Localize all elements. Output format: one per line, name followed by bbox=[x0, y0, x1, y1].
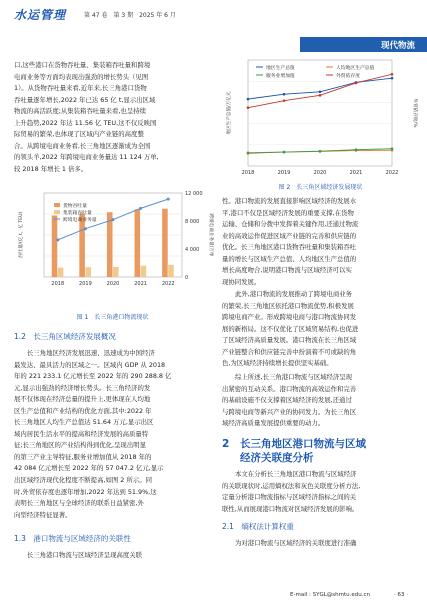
text-line: 表明长三角地区与全球经济的联系日益紧密,外 bbox=[14, 499, 144, 508]
left-paragraph-3 bbox=[14, 550, 211, 562]
text-line: 跨境电商产业。形成跨境电商与港口物流协同发 bbox=[222, 313, 357, 322]
bar-container bbox=[85, 267, 91, 277]
x-tick-label: 2019 bbox=[79, 281, 92, 287]
x-tick-label: 2020 bbox=[313, 170, 327, 176]
text-line: 物流的高活跃度;从集装箱吞吐量来看,也呈持续 bbox=[14, 107, 146, 116]
text-line: 与跨境电商等新兴产业的协同发力。为长三角区 bbox=[222, 407, 357, 416]
right-paragraph-2 bbox=[222, 289, 419, 370]
journal-logo: 水运管理 bbox=[14, 8, 67, 22]
series-point bbox=[391, 147, 394, 150]
y-axis-label-left: 地区生产总值/万亿元 bbox=[227, 91, 232, 135]
text-line: 际贸易的繁荣,也体现了区域内产业链的高度整 bbox=[14, 130, 144, 139]
text-line: 最发达、最具活力的区域之一。区域内 GDP 从 2018 bbox=[14, 360, 166, 369]
point-ecommerce bbox=[167, 198, 170, 201]
series-point bbox=[283, 93, 286, 96]
series-point bbox=[391, 77, 394, 80]
y-axis-label-right: 外贸依存度/% bbox=[412, 98, 417, 128]
text-line: 42 084 亿元增长至 2022 年的 57 047.2 亿元,显示 bbox=[14, 464, 164, 473]
text-line: 此外,港口物流的发展推动了跨境电商业务 bbox=[235, 290, 353, 298]
text-line: 了区域经济高质量发展。港口物流在长三角区域 bbox=[222, 336, 357, 345]
legend-label: 地区生产总值 bbox=[266, 66, 295, 71]
x-tick-label: 2022 bbox=[385, 170, 399, 176]
legend-label: 跨境电商业务量 bbox=[63, 218, 97, 223]
left-paragraph-2 bbox=[14, 348, 211, 521]
text-line: 较 2018 年增长 1 倍多。 bbox=[14, 164, 88, 173]
text-line: 征;长三角地区的产业结构得到优化,呈现出明显 bbox=[14, 441, 146, 450]
y2-tick-label: 4 000 bbox=[185, 247, 200, 253]
figure-1-caption: 图 1 长三角港口物流现状 bbox=[76, 314, 149, 321]
point-ecommerce bbox=[112, 218, 115, 221]
text-line: 增长高度吻合,说明港口物流与区域经济可以实 bbox=[222, 266, 352, 275]
text-line: 综上所述,长三角港口物流与区域经济呈现 bbox=[235, 373, 353, 381]
legend-label: 集装箱吞吐量 bbox=[63, 211, 92, 216]
text-line: 性。港口物流的发展直接影响区域经济的发展水 bbox=[222, 197, 357, 205]
right-paragraph-1 bbox=[222, 196, 419, 288]
text-line: 时,外贸依存度也逐年增加,2022 年达到 51.9%,这 bbox=[14, 487, 157, 496]
text-line: 口,这些港口在货物吞吐量、集装箱吞吐量和跨境 bbox=[14, 61, 151, 69]
text-line: 现协同发展。 bbox=[222, 277, 261, 286]
text-line: 联性,从而展现港口物流对区域经济发展的影响。 bbox=[222, 504, 359, 513]
text-line: 为对港口物流与区域经济的关联度进行准确 bbox=[235, 539, 357, 547]
text-line: 的第三产业主导特征,服务业增加值从 2018 年的 bbox=[14, 452, 152, 461]
text-line: 域经济高质量发展提供重要的动力。 bbox=[222, 419, 325, 428]
bar-cargo bbox=[79, 213, 85, 277]
figure-2-caption: 图 2 长三角区域经济发展现状 bbox=[278, 184, 363, 191]
legend-label: 货物吞吐量 bbox=[63, 204, 87, 209]
x-tick-label: 2021 bbox=[134, 281, 147, 287]
bar-container bbox=[168, 265, 174, 277]
section-band: 现代物流 bbox=[300, 37, 427, 52]
section-2-1-heading: 2.1 熵权法计算权重 bbox=[222, 522, 294, 531]
text-line: 色,为区域经济持续增长提供坚实基础。 bbox=[222, 359, 333, 368]
x-tick-label: 2022 bbox=[161, 281, 175, 287]
x-tick-label: 2020 bbox=[106, 281, 120, 287]
series-point bbox=[355, 148, 358, 151]
text-line: 区生产总值和产业结构的优化方面,其中:2022 年 bbox=[14, 406, 152, 415]
text-line: 合。从跨境电商业务看,长三角地区逐渐成为全国 bbox=[14, 141, 151, 150]
text-line: 出紧密的互动关系。港口物流的高效运作和完善 bbox=[222, 384, 357, 393]
text-line: 上升趋势,2022 年达 11.56 亿 TEU,这不仅反映国 bbox=[14, 118, 157, 127]
text-line: 长三角港口物流与区域经济呈现高度关联 bbox=[27, 551, 143, 559]
series-point bbox=[283, 99, 286, 102]
section-1-3-heading: 1.3 港口物流与区域经济的关联性 bbox=[14, 534, 131, 543]
section-2-title-line-2: 经济关联度分析 bbox=[240, 452, 314, 464]
text-line: 优化。长三角地区港口货物吞吐量和集装箱吞吐 bbox=[222, 243, 357, 252]
point-ecommerce bbox=[84, 227, 87, 230]
text-line: 本文在分析长三角地区港口物流与区域经济 bbox=[235, 470, 357, 478]
x-tick-label: 2021 bbox=[349, 170, 363, 176]
bar-container bbox=[141, 266, 147, 277]
figure-2-chart bbox=[222, 54, 419, 182]
right-paragraph-5 bbox=[222, 538, 419, 550]
series-point bbox=[391, 73, 394, 76]
text-line: 出区域经济现代化程度不断提高,如图 2 所示。同 bbox=[14, 476, 152, 485]
bar-cargo bbox=[107, 212, 113, 277]
text-line: 长三角地区人均生产总值达 51.64 万元,显示出区 bbox=[14, 418, 154, 427]
text-line: 长三角地区经济发展迅速、迅速成为中国经济 bbox=[27, 349, 155, 357]
section-2-title-line-1: 长三角地区港口物流与区域 bbox=[240, 438, 366, 450]
x-tick-label: 2018 bbox=[51, 281, 65, 287]
y2-tick-label: 12 000 bbox=[185, 191, 203, 197]
bar-container bbox=[58, 268, 64, 277]
text-line: 的基础设施不仅支撑着区域经济的发展,还通过 bbox=[222, 396, 352, 405]
bar-container bbox=[113, 267, 119, 277]
text-line: 展的新格局。这不仅优化了区域贸易结构,也促进 bbox=[222, 324, 359, 333]
series-point bbox=[247, 152, 250, 155]
series-point bbox=[319, 94, 322, 97]
right-paragraph-4 bbox=[222, 469, 419, 515]
point-ecommerce bbox=[56, 238, 59, 241]
text-line: 运输、仓储和分拨中发挥着关键作用,还通过物流 bbox=[222, 220, 359, 229]
figure-1-chart bbox=[14, 185, 214, 303]
section-2-number: 2 bbox=[222, 438, 230, 450]
text-line: 量的增长与区域生产总值、人均地区生产总值的 bbox=[222, 254, 357, 263]
text-line: 的繁荣,长三角地区依托港口物流优势,积极发展 bbox=[222, 301, 354, 310]
legend-swatch bbox=[54, 210, 60, 214]
series-point bbox=[283, 151, 286, 154]
text-line: 年的 221 233.1 亿元增长至 2022 年的 290 288.8 亿 bbox=[14, 372, 172, 381]
legend-label: 服务业增加值 bbox=[266, 74, 295, 79]
section-1-2-heading: 1.2 长三角区域经济发展概况 bbox=[14, 332, 116, 341]
text-line: 1）。从货物吞吐量来看,近年来,长三角港口货物 bbox=[14, 84, 147, 93]
text-line: 业的高效运作促进区域产业链的完善和供应链的 bbox=[222, 231, 357, 240]
point-ecommerce bbox=[139, 207, 142, 210]
text-line: 平,港口不仅是区域经济发展的重要支撑,在货物 bbox=[222, 208, 354, 217]
text-line: 产业链整合和供应链完善中扮演着不可或缺的角 bbox=[222, 347, 357, 356]
x-tick-label: 2018 bbox=[241, 170, 255, 176]
y-axis-label-left: 吞吐量/(亿 t、亿 TEU) bbox=[19, 211, 24, 259]
bar-cargo bbox=[135, 209, 141, 277]
x-tick-label: 2019 bbox=[277, 170, 291, 176]
y2-tick-label: 8 000 bbox=[185, 219, 200, 225]
y2-tick-label: 0 bbox=[185, 275, 189, 281]
series-point bbox=[247, 98, 250, 101]
text-line: 的关联现状时,运用熵权法和灰色关联度分析方法, bbox=[222, 481, 361, 490]
text-line: 元,显示出强劲的经济增长势头。长三角经济的发 bbox=[14, 383, 151, 392]
issue-info: 第 47 卷 第 3 期 2025 年 6 月 bbox=[84, 12, 176, 19]
series-point bbox=[247, 106, 250, 109]
text-line: 展不仅体现在经济总量的提升上,更体现在人均地 bbox=[14, 395, 151, 404]
text-line: 域内居民生活水平的提高和经济发展的高质量特 bbox=[14, 429, 149, 438]
series-point bbox=[355, 82, 358, 85]
legend-swatch bbox=[54, 203, 60, 207]
text-line: 电商业务等方面均表现出强劲的增长势头（见图 bbox=[14, 72, 149, 81]
page-number: · 63 · bbox=[394, 592, 408, 598]
series-point bbox=[319, 150, 322, 153]
section-2-heading bbox=[222, 437, 419, 465]
y-axis-label-right: 跨境电商业务量/万单 bbox=[208, 213, 213, 257]
text-line: 定量分析港口物流指标与区域经济指标之间的关 bbox=[222, 493, 357, 502]
legend-label: 外贸依存度 bbox=[336, 74, 360, 79]
bar-cargo bbox=[162, 209, 168, 277]
bar-cargo bbox=[52, 215, 58, 277]
legend-label: 人均地区生产总值 bbox=[336, 66, 375, 71]
text-line: 吞吐量逐年增长,2022 年已达 65 亿 t,显示出区域 bbox=[14, 95, 156, 104]
series-point bbox=[319, 91, 322, 94]
text-line: 的领头羊,2022 年跨境电商业务量达 11 124 万单, bbox=[14, 153, 159, 162]
left-paragraph-1 bbox=[14, 60, 211, 175]
text-line: 向型经济特征显著。 bbox=[14, 510, 72, 519]
right-paragraph-3 bbox=[222, 372, 419, 430]
footer-email: E-mail : SYGL@shmtu.edu.cn bbox=[290, 592, 370, 598]
